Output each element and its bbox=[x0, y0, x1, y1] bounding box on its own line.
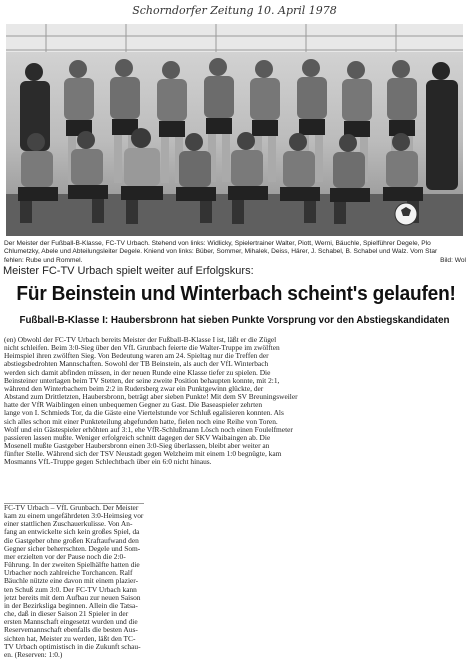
photo-caption bbox=[4, 240, 466, 265]
article-line: in der Bezirksliga beginnen. Allein die Tatsa- bbox=[4, 601, 138, 610]
article-line: kam zu einem ungefährdeten 3:0-Heimsieg vor bbox=[4, 512, 144, 521]
article-line: sich alles schon mit einer Punkteteilung abgefunden hatte, fielen noch eine Reihe von Toren. bbox=[4, 417, 278, 426]
article-line: TV Urbach optimistisch in die Zukunft schau- bbox=[4, 642, 141, 651]
article-line: che, daß in dieser Saison 21 Spieler in der bbox=[4, 610, 129, 619]
article-line: Mosmanns VfL-Truppe gegen Schlechtbach über ein 6:0 nicht hinaus. bbox=[4, 458, 212, 467]
article-headline: Für Beinstein und Winterbach scheint's gelaufen! bbox=[16, 282, 456, 305]
article-line: en. (Reserven: 1:0.) bbox=[4, 650, 63, 659]
article-line: lange von I. Schmieds Tor, da die Gäste eine Viertelstunde vor Schluß egalisieren konnten. Als bbox=[4, 409, 284, 418]
article-line: Bäuchle nützte eine davon mit einem plazier- bbox=[4, 577, 139, 586]
caption-line bbox=[4, 257, 466, 265]
caption-line: Der Meister der Fußball-B-Klasse, FC-TV Urbach. Stehend von links: Widlicky, Spielertrainer Walter, Piott, Werni, Bäuchle, Spielführer Degele, Plo bbox=[4, 240, 431, 247]
article-line: fünfter Stelle. Während sich der TSV Neustadt gegen Welzheim mit einem 1:0 begnügte, kam bbox=[4, 450, 282, 459]
article-line: nicht schleifen. Beim 3:0-Sieg über den VfL Grunbach feierte die Walter-Truppe im zwölften bbox=[4, 344, 280, 353]
article-line: FC-TV Urbach – VfL Grunbach. Der Meister bbox=[4, 504, 139, 512]
article-line: hatte der VfR Waiblingen einen unbequemen Gegner zu Gast. Die Baseaspieler zehrten bbox=[4, 401, 263, 410]
article-line: während den Winterbachern beim 2:2 in Rudersberg zwar ein Punktgewinn glückte, der bbox=[4, 384, 264, 393]
article-body bbox=[4, 336, 462, 467]
article-line: Urbacher noch zahlreiche Torchancen. Ralf bbox=[4, 569, 133, 578]
match-report-column bbox=[4, 504, 166, 659]
article-line: ten Schuß zum 3:0. Der FC-TV Urbach kann bbox=[4, 585, 137, 594]
photo-credit: Bild: Wol bbox=[440, 256, 466, 264]
article-line: sichten hat, Meister zu werden, läßt den TC- bbox=[4, 634, 136, 643]
article-subheadline: Fußball-B-Klasse I: Haubersbronn hat sieben Punkte Vorsprung vor den Abstiegskandidaten bbox=[19, 315, 450, 326]
article-line: Heimspiel ihren zwölften Sieg. Von Bedeutung waren am 24. Spieltag nur die Treffen der bbox=[4, 352, 269, 361]
article-line: ersten Mannschaft eingesetzt wurden und die bbox=[4, 618, 138, 627]
article-line: Wolf und ein Gästespieler erhöhten auf 3:1, ehe VfR-Schlußmann Lösch noch einen Foulelfmeter bbox=[4, 425, 293, 434]
team-photo bbox=[6, 24, 463, 236]
article-line: jetzt bereits mit dem Aufbau zur neuen Saison bbox=[4, 593, 141, 602]
caption-line-text: fehlen: Rube und Rommel. bbox=[4, 256, 83, 264]
article-line: Beinsteiner unterlagen beim TV Stetten, der seine zweite Position behaupten konnte, mit 2:1, bbox=[4, 376, 280, 385]
article-line: Gegner sicher beherrschten. Degele und Som- bbox=[4, 544, 141, 553]
article-line: werden sich damit abfinden müssen, in der neuen Runde eine Klasse tiefer zu spielen. Die bbox=[4, 368, 271, 377]
article-line: abstiegsbedrohten Mannschaften. Sowohl der TB Beinstein, als auch der VfL Winterbach bbox=[4, 360, 269, 369]
article-line: passieren lassen mußte. Weniger erfolgreich schnitt dagegen der SKV Waibaingen ab. Die bbox=[4, 433, 271, 442]
article-line: einer stattlichen Zuschauerkulisse. Von An- bbox=[4, 520, 133, 529]
article-line: Mosenell mußte Gastgeber Haubersbronn einen 3:0-Sieg überlassen, bleibt aber weiter an bbox=[4, 442, 270, 451]
article-line: mer erzielten vor der Pause noch die 2:0- bbox=[4, 552, 126, 561]
article-line: fang an entwickelte sich kein großes Spiel, da bbox=[4, 528, 140, 537]
article-kicker: Meister FC-TV Urbach spielt weiter auf Erfolgskurs: bbox=[3, 265, 254, 277]
newspaper-masthead: Schorndorfer Zeitung 10. April 1978 bbox=[132, 4, 337, 17]
article-line: Führung. In der zweiten Spielhälfte hatten die bbox=[4, 561, 140, 570]
article-line: Abstand zum Drittletzten, Haubersbronn, beträgt aber sieben Punkte! Mit dem SV Breuningsweiler bbox=[4, 393, 298, 402]
article-line: (en) Obwohl der FC-TV Urbach bereits Meister der Fußball-B-Klasse I ist, läßt er die Zügel bbox=[4, 336, 277, 344]
caption-line: Chlumetzky, Abele und Abteilungsleiter Degele. Kniend von links: Büber, Sommer, Mihalek, Deiss, Härer, J. Schabel, B. Schabel und Walz. Vom Star bbox=[4, 248, 438, 256]
article-line: Reservemannschaft ebenfalls die besten Aus- bbox=[4, 626, 138, 635]
article-line: die Gastgeber ohne großen Kraftaufwand den bbox=[4, 536, 139, 545]
